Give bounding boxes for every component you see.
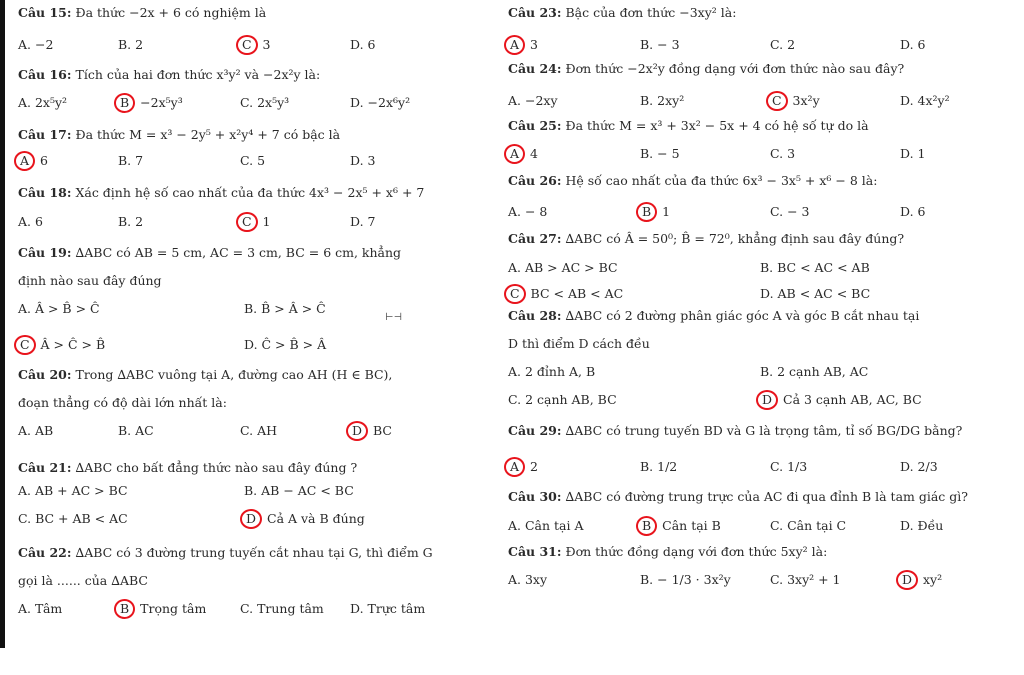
question-text: ∆ABC có 2 đường phân giác góc A và góc B cắt nhau tại (565, 308, 920, 323)
answer-option: C. 2 (770, 37, 796, 52)
question-28 (508, 309, 919, 323)
answer-option: D. 7 (350, 214, 376, 229)
selected-answer-circle: D (346, 421, 368, 441)
answer-option: A. 2 đỉnh A, B (508, 364, 596, 379)
answer-option: D. 6 (350, 37, 376, 52)
selected-answer-circle: D (756, 390, 778, 410)
question-24 (508, 62, 904, 76)
answer-option: A. Cân tại A (508, 518, 584, 533)
question-text: Trong ∆ABC vuông tại A, đường cao AH (H ∈ BC), (75, 367, 393, 382)
question-number: Câu 28: (508, 308, 562, 323)
answer-option: C BC < AB < AC (508, 287, 623, 301)
question-number: Câu 16: (18, 67, 72, 82)
answer-option: C 3x²y (770, 94, 820, 108)
question-text: ∆ABC có 3 đường trung tuyến cắt nhau tại G, thì điểm G (75, 545, 433, 560)
page-left-border (0, 0, 5, 648)
question-number: Câu 18: (18, 185, 72, 200)
answer-option: C 1 (240, 215, 271, 229)
answer-option: A. 2x⁵y² (18, 95, 68, 110)
question-text: ∆ABC có AB = 5 cm, AC = 3 cm, BC = 6 cm, khẳng (75, 245, 402, 260)
question-number: Câu 30: (508, 489, 562, 504)
question-number: Câu 20: (18, 367, 72, 382)
answer-option: B. 2 cạnh AB, AC (760, 364, 869, 379)
answer-option: B. B̂ > Â > Ĉ (244, 301, 326, 316)
answer-option: B −2x⁵y³ (118, 96, 183, 110)
selected-answer-circle: D (240, 509, 262, 529)
question-text-continued: gọi là ...... của ∆ABC (18, 573, 148, 588)
question-text: Hệ số cao nhất của đa thức 6x³ − 3x⁵ + x⁶ − 8 là: (565, 173, 878, 188)
question-text: Đa thức M = x³ − 2y⁵ + x²y⁴ + 7 có bậc là (75, 127, 341, 142)
question-number: Câu 15: (18, 5, 72, 20)
selected-answer-circle: C (236, 212, 258, 232)
answer-option: D. AB < AC < BC (760, 286, 871, 301)
answer-option: D BC (350, 424, 392, 438)
question-19 (18, 246, 401, 260)
question-number: Câu 21: (18, 460, 72, 475)
question-number: Câu 24: (508, 61, 562, 76)
selected-answer-circle: B (114, 93, 135, 113)
answer-option: C. 5 (240, 153, 266, 168)
answer-option: D. 2/3 (900, 459, 938, 474)
selected-answer-circle: C (14, 335, 36, 355)
answer-option: A. −2xy (508, 93, 558, 108)
answer-option: D Cả 3 cạnh AB, AC, BC (760, 393, 922, 407)
selected-answer-circle: C (236, 35, 258, 55)
answer-option: D. 1 (900, 146, 926, 161)
answer-option: C. 3 (770, 146, 796, 161)
answer-option: A 4 (508, 147, 538, 161)
question-text: ∆ABC có đường trung trực của AC đi qua đỉnh B là tam giác gì? (565, 489, 968, 504)
selected-answer-circle: C (504, 284, 526, 304)
question-number: Câu 29: (508, 423, 562, 438)
answer-option: B 1 (640, 205, 670, 219)
answer-option: D. 3 (350, 153, 376, 168)
answer-option: A. Â > B̂ > Ĉ (18, 301, 100, 316)
question-26 (508, 174, 877, 188)
answer-option: A 2 (508, 460, 538, 474)
answer-option: C. − 3 (770, 204, 810, 219)
question-text: Xác định hệ số cao nhất của đa thức 4x³ − 2x⁵ + x⁶ + 7 (75, 185, 425, 200)
answer-option: B Trọng tâm (118, 602, 206, 616)
answer-option: B. 2 (118, 214, 144, 229)
question-21 (18, 461, 357, 475)
question-text: Đơn thức −2x²y đồng dạng với đơn thức nào sau đây? (565, 61, 905, 76)
question-number: Câu 17: (18, 127, 72, 142)
question-27 (508, 232, 904, 246)
question-text: ∆ABC cho bất đẳng thức nào sau đây đúng ? (75, 460, 358, 475)
question-number: Câu 25: (508, 118, 562, 133)
answer-option: D. 6 (900, 204, 926, 219)
question-text: Tích của hai đơn thức x³y² và −2x²y là: (75, 67, 321, 82)
answer-option: B. 1/2 (640, 459, 678, 474)
answer-option: B. 7 (118, 153, 144, 168)
answer-option: D Cả A và B đúng (244, 512, 365, 526)
answer-option: C. Cân tại C (770, 518, 847, 533)
answer-option: C. BC + AB < AC (18, 511, 128, 526)
answer-option: C. Trung tâm (240, 601, 324, 616)
answer-option: B. BC < AC < AB (760, 260, 870, 275)
question-number: Câu 19: (18, 245, 72, 260)
selected-answer-circle: B (114, 599, 135, 619)
question-text: Đa thức M = x³ + 3x² − 5x + 4 có hệ số tự do là (565, 118, 869, 133)
question-31 (508, 545, 827, 559)
selected-answer-circle: A (504, 35, 525, 55)
answer-option: B. AC (118, 423, 154, 438)
answer-option: A. Tâm (18, 601, 63, 616)
answer-option: D. Ĉ > B̂ > Â (244, 337, 327, 352)
selected-answer-circle: B (636, 202, 657, 222)
question-text-continued: đoạn thẳng có độ dài lớn nhất là: (18, 395, 227, 410)
answer-option: D. 4x²y² (900, 93, 950, 108)
question-number: Câu 27: (508, 231, 562, 246)
selected-answer-circle: A (504, 457, 525, 477)
selected-answer-circle: D (896, 570, 918, 590)
question-30 (508, 490, 968, 504)
answer-option: B. 2 (118, 37, 144, 52)
answer-option: D. 6 (900, 37, 926, 52)
answer-option: A. 6 (18, 214, 43, 229)
answer-option: D. Đều (900, 518, 944, 533)
question-number: Câu 23: (508, 5, 562, 20)
question-text-continued: D thì điểm D cách đều (508, 336, 650, 351)
answer-option: A. AB (18, 423, 54, 438)
question-text: ∆ABC có trung tuyến BD và G là trọng tâm, tỉ số BG/DG bằng? (565, 423, 963, 438)
question-text: Đơn thức đồng dạng với đơn thức 5xy² là: (565, 544, 828, 559)
question-17 (18, 128, 340, 142)
question-25 (508, 119, 869, 133)
answer-option: C Â > Ĉ > B̂ (18, 338, 105, 352)
question-text-continued: định nào sau đây đúng (18, 273, 162, 288)
selected-answer-circle: A (504, 144, 525, 164)
answer-option: C 3 (240, 38, 271, 52)
question-29 (508, 424, 962, 438)
answer-option: C. AH (240, 423, 277, 438)
answer-option: B. − 3 (640, 37, 680, 52)
answer-option: A 6 (18, 154, 48, 168)
question-number: Câu 22: (18, 545, 72, 560)
question-number: Câu 31: (508, 544, 562, 559)
answer-option: C. 3xy² + 1 (770, 572, 841, 587)
question-18 (18, 186, 424, 200)
answer-option: C. 2x⁵y³ (240, 95, 290, 110)
question-23 (508, 6, 736, 20)
answer-option: A. −2 (18, 37, 54, 52)
answer-option: D. Trực tâm (350, 601, 426, 616)
stray-mark: ⊢⊣ (385, 312, 403, 323)
selected-answer-circle: B (636, 516, 657, 536)
question-text: Đa thức −2x + 6 có nghiệm là (75, 5, 267, 20)
selected-answer-circle: A (14, 151, 35, 171)
question-16 (18, 68, 320, 82)
answer-option: A. AB + AC > BC (18, 483, 128, 498)
question-15 (18, 6, 266, 20)
answer-option: D. −2x⁶y² (350, 95, 411, 110)
answer-option: B. − 1/3 · 3x²y (640, 572, 731, 587)
selected-answer-circle: C (766, 91, 788, 111)
answer-option: B. − 5 (640, 146, 680, 161)
answer-option: B. AB − AC < BC (244, 483, 354, 498)
question-text: ∆ABC có Â = 50⁰; B̂ = 72⁰, khẳng định sau đây đúng? (565, 231, 905, 246)
answer-option: A. − 8 (508, 204, 548, 219)
answer-option: B. 2xy² (640, 93, 685, 108)
answer-option: A. AB > AC > BC (508, 260, 618, 275)
answer-option: A. 3xy (508, 572, 548, 587)
answer-option: A 3 (508, 38, 538, 52)
answer-option: C. 2 cạnh AB, BC (508, 392, 617, 407)
question-22 (18, 546, 433, 560)
question-number: Câu 26: (508, 173, 562, 188)
question-text: Bậc của đơn thức −3xy² là: (565, 5, 737, 20)
answer-option: C. 1/3 (770, 459, 808, 474)
question-20 (18, 368, 392, 382)
answer-option: D xy² (900, 573, 942, 587)
answer-option: B Cân tại B (640, 519, 721, 533)
